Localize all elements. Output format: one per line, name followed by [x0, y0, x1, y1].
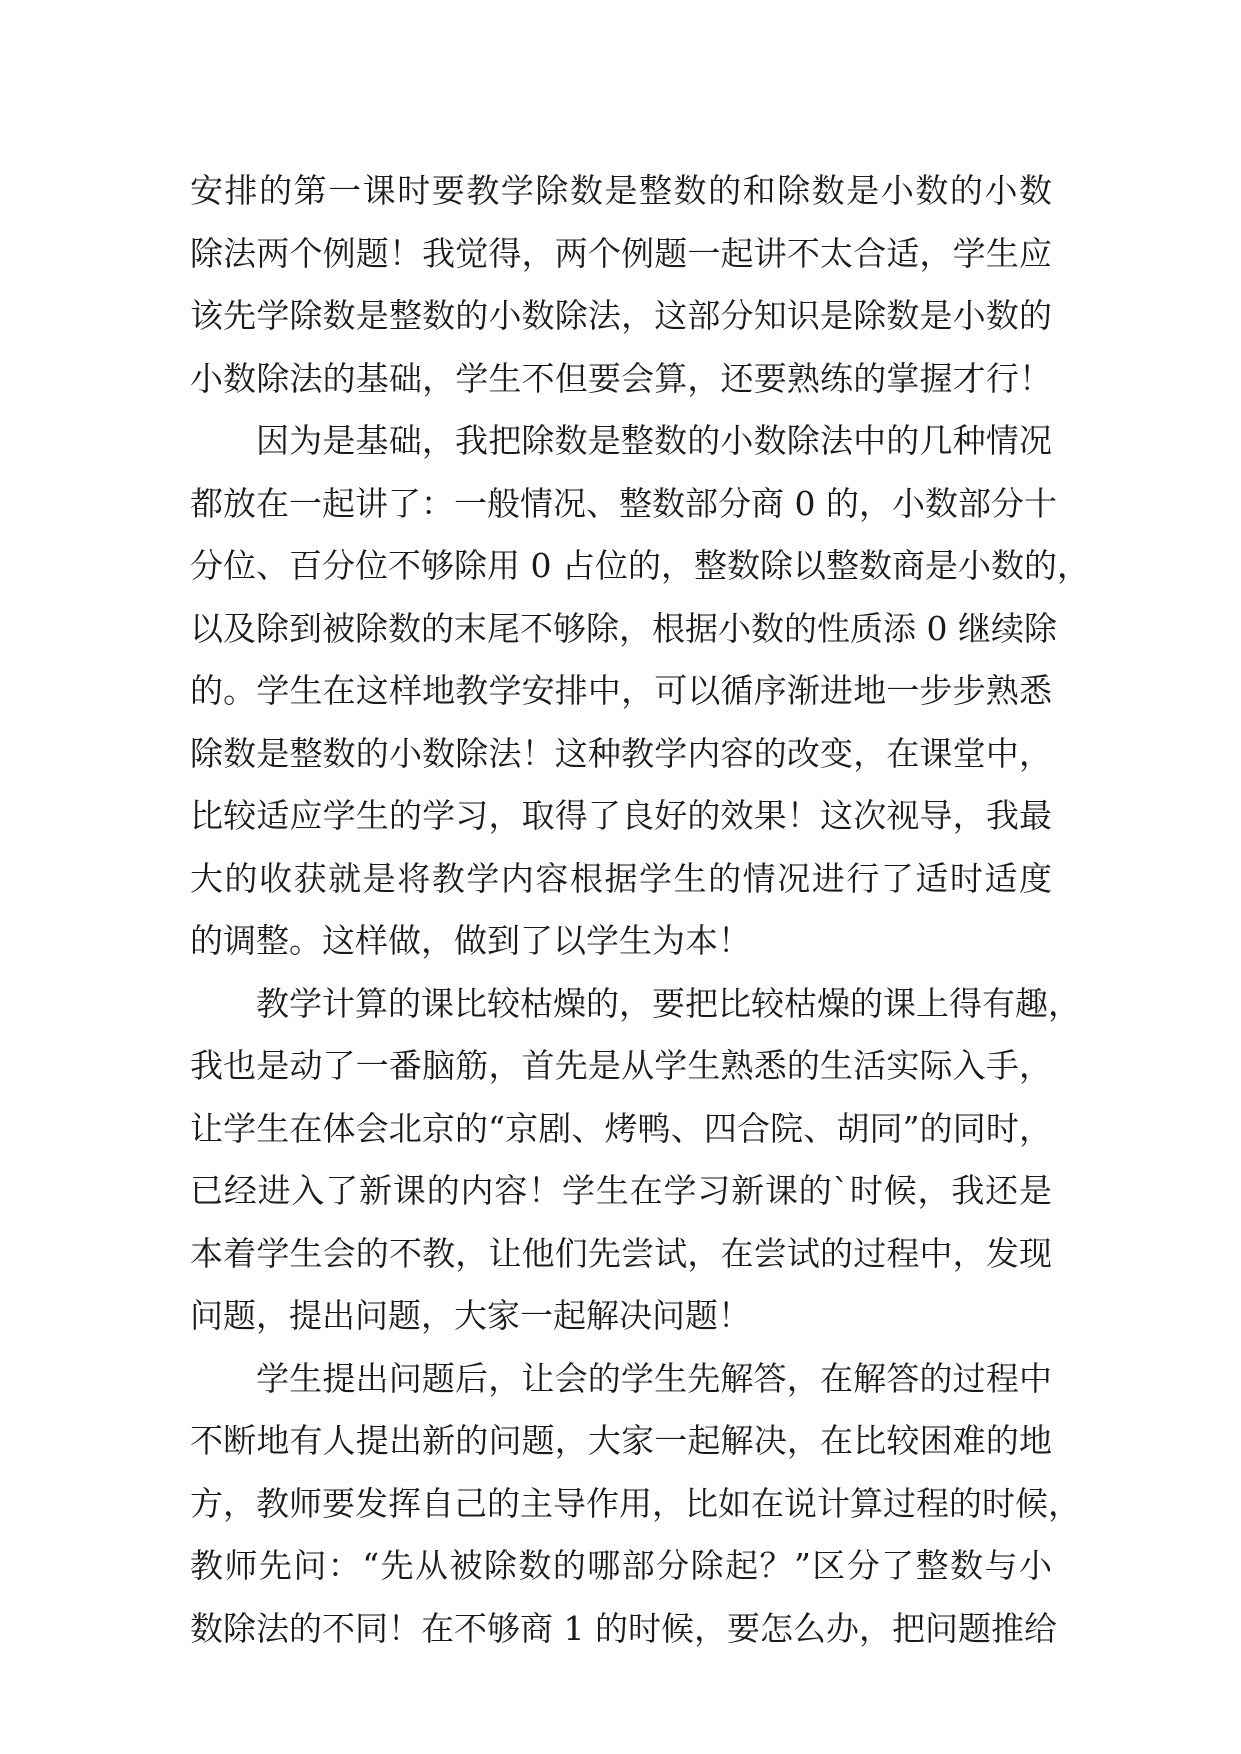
text-line: 以及除到被除数的末尾不够除，根据小数的性质添 0 继续除: [190, 608, 1057, 648]
text-line: 的。学生在这样地教学安排中，可以循序渐进地一步步熟悉: [190, 671, 1052, 710]
text-line: 让学生在体会北京的“京剧、烤鸭、四合院、胡同”的同时，: [190, 1108, 1052, 1148]
text-line: 问题，提出问题，大家一起解决问题！: [190, 1296, 751, 1335]
text-line: 数除法的不同！在不够商 1 的时候，要怎么办，把问题推给: [190, 1608, 1057, 1648]
text-line: 大的收获就是将教学内容根据学生的情况进行了适时适度: [190, 858, 1052, 898]
text-line: 该先学除数是整数的小数除法，这部分知识是除数是小数的: [190, 296, 1052, 335]
text-line: 不断地有人提出新的问题，大家一起解决，在比较困难的地: [190, 1421, 1052, 1460]
text-line: 学生提出问题后，让会的学生先解答，在解答的过程中: [256, 1358, 1052, 1398]
text-line: 除数是整数的小数除法！这种教学内容的改变，在课堂中，: [190, 733, 1052, 773]
text-line: 教学计算的课比较枯燥的，要把比较枯燥的课上得有趣，: [256, 983, 1081, 1023]
text-line: 已经进入了新课的内容！学生在学习新课的`时候，我还是: [190, 1171, 1052, 1210]
text-line: 我也是动了一番脑筋，首先是从学生熟悉的生活实际入手，: [190, 1046, 1052, 1085]
text-line: 的调整。这样做，做到了以学生为本！: [190, 921, 751, 960]
text-line: 方，教师要发挥自己的主导作用，比如在说计算过程的时候，: [190, 1483, 1081, 1523]
text-line: 因为是基础，我把除数是整数的小数除法中的几种情况: [256, 421, 1052, 460]
text-line: 教师先问：“先从被除数的哪部分除起？”区分了整数与小: [190, 1546, 1052, 1585]
text-line: 本着学生会的不教，让他们先尝试，在尝试的过程中，发现: [190, 1233, 1052, 1273]
text-line: 小数除法的基础，学生不但要会算，还要熟练的掌握才行！: [190, 358, 1052, 398]
body-text: [190, 160, 1090, 1660]
text-line: 比较适应学生的学习，取得了良好的效果！这次视导，我最: [190, 796, 1052, 835]
text-line: 分位、百分位不够除用 0 占位的，整数除以整数商是小数的，: [190, 546, 1090, 585]
text-line: 安排的第一课时要教学除数是整数的和除数是小数的小数: [190, 171, 1052, 210]
text-line: 除法两个例题！我觉得，两个例题一起讲不太合适，学生应: [190, 233, 1052, 273]
text-line: 都放在一起讲了：一般情况、整数部分商 0 的，小数部分十: [190, 483, 1057, 523]
